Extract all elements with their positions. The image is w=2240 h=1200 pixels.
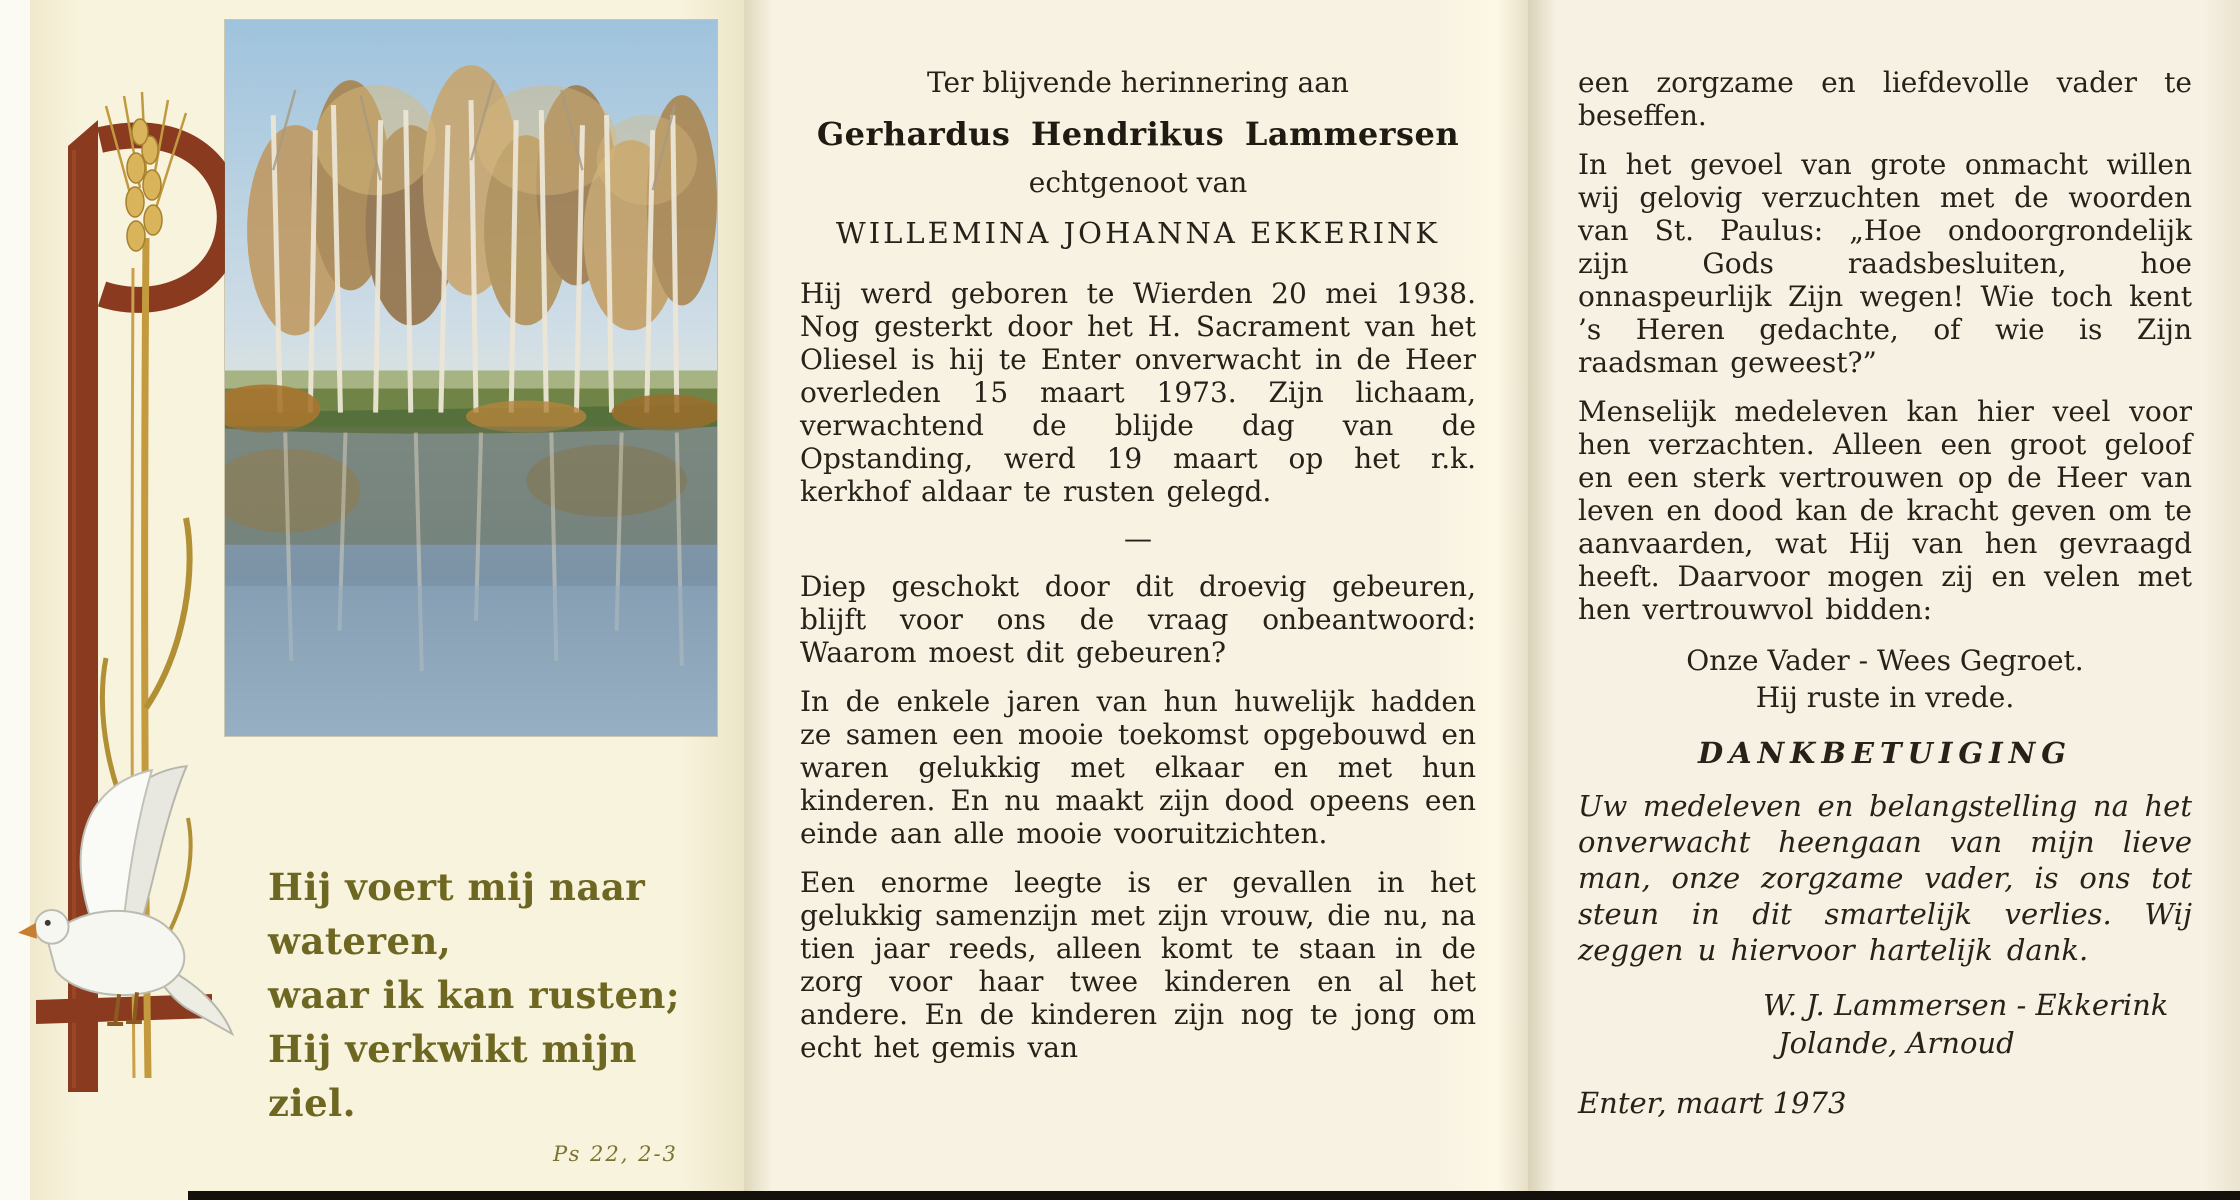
left-panel (0, 0, 744, 1200)
signature-line: Jolande, Arnoud (1778, 1026, 2015, 1060)
dove-icon (16, 758, 254, 1056)
memorial-paragraph: Diep geschokt door dit droevig gebeuren, blijft voor ons de vraag onbeantwoord: Waarom moest dit gebeuren? (800, 570, 1476, 669)
memorial-text-block (800, 66, 1476, 1080)
verse-line: Hij voert mij naar wateren, (268, 865, 646, 963)
continuation-panel (1528, 0, 2240, 1200)
intro-line: Ter blijvende herinnering aan (927, 66, 1349, 99)
memorial-text-panel (744, 0, 1528, 1200)
autumn-riverside-landscape (225, 20, 717, 736)
relation-line: echtgenoot van (1028, 166, 1248, 199)
prayer-block (1578, 642, 2192, 716)
memorial-paragraph: Hij werd geboren te Wierden 20 mei 1938. Nog gesterkt door het H. Sacrament van het Oliesel is hij te Enter onverwacht in de Heer overleden 15 maart 1973. Zijn lichaam, verwachtend de blijde dag van de Opstanding, werd 19 maart op het r.k. kerkhof aldaar te rusten gelegd. (800, 277, 1476, 508)
memorial-paragraph: Een enorme leegte is er gevallen in het gelukkig samenzijn met zijn vrouw, die nu, na tien jaar reeds, alleen komt te staan in de zorg voor haar twee kinderen en al het andere. En de kinderen zijn nog te jong om echt het gemis van (800, 866, 1476, 1064)
continuation-paragraph: In het gevoel van grote onmacht willen wij gelovig verzuchten met de woorden van St. Paulus: „Hoe ondoorgrondelijk zijn Gods raadsbesluiten, hoe onnaspeurlijk Zijn wegen! Wie toch kent ’s Heren gedachte, of wie is Zijn raadsman geweest?” (1578, 148, 2192, 379)
acknowledgement-heading: DANKBETUIGING (1697, 736, 2073, 770)
section-divider: — (1124, 522, 1152, 555)
signature-line: W. J. Lammersen - Ekkerink (1763, 988, 2169, 1022)
verse-line: waar ik kan rusten; (268, 973, 681, 1017)
spouse-name: WILLEMINA JOHANNA EKKERINK (835, 216, 1441, 250)
verse-reference: Ps 22, 2-3 (553, 1142, 678, 1166)
scanner-edge-bar (188, 1191, 2240, 1200)
continuation-paragraph: Menselijk medeleven kan hier veel voor hen verzachten. Alleen een groot geloof en een sterk vertrouwen op de Heer van leven en dood kan de kracht geven om te aanvaarden, wat Hij van hen gevraagd heeft. Daarvoor mogen zij en velen met hen vertrouwvol bidden: (1578, 395, 2192, 626)
place-date-line: Enter, maart 1973 (1578, 1086, 1847, 1120)
prayer-line: Onze Vader - Wees Gegroet. (1686, 644, 2084, 677)
landscape-photo (225, 20, 717, 736)
memorial-paragraph: In de enkele jaren van hun huwelijk hadden ze samen een mooie toekomst opgebouwd en waren gelukkig met elkaar en met hun kinderen. En nu maakt zijn dood opeens een einde aan alle mooie vooruitzichten. (800, 685, 1476, 850)
deceased-name: Gerhardus Hendrikus Lammersen (816, 115, 1460, 153)
verse-line: Hij verkwikt mijn ziel. (268, 1027, 637, 1125)
dove-icon (16, 758, 254, 1056)
continuation-paragraph: een zorgzame en liefdevolle vader te beseffen. (1578, 66, 2192, 132)
psalm-verse (268, 860, 718, 1166)
prayer-line: Hij ruste in vrede. (1755, 681, 2015, 714)
acknowledgement-text: Uw medeleven en belangstelling na het onverwacht heengaan van mijn lieve man, onze zorgzame vader, is ons tot steun in dit smartelijk verlies. Wij zeggen u hiervoor hartelijk dank. (1578, 789, 2192, 967)
continuation-text-block (1578, 66, 2192, 1120)
